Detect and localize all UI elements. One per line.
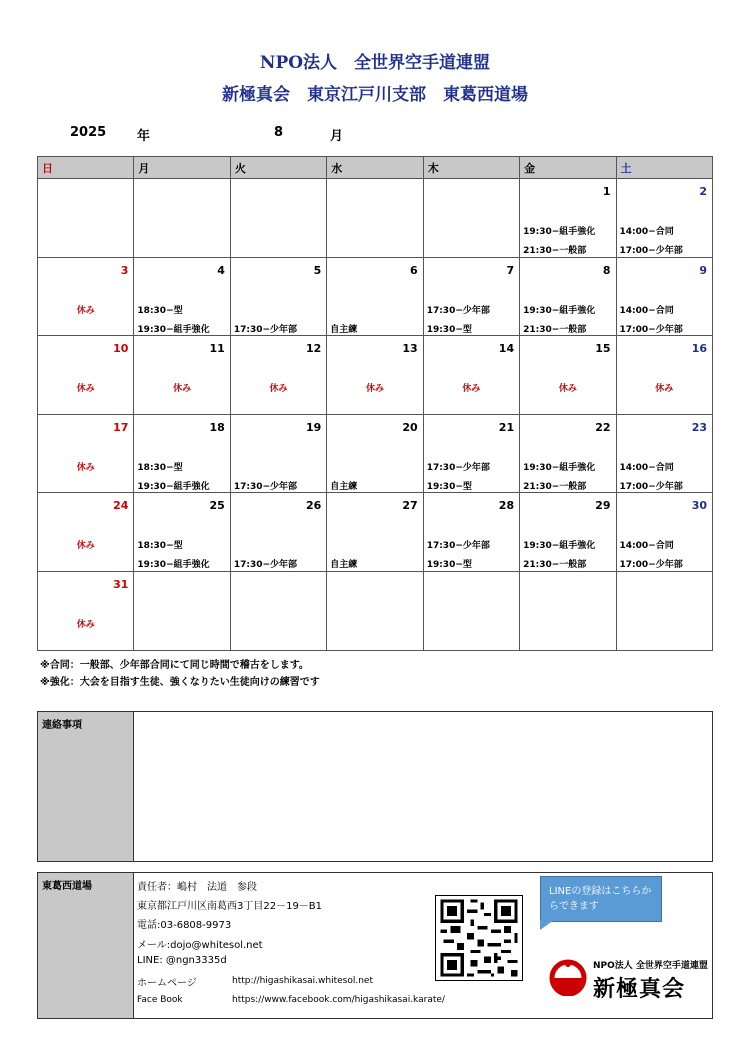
day-number: 10 [113, 342, 129, 356]
weekday-header: 金 [520, 157, 616, 179]
schedule-entry: 14:00−合同 [619, 305, 674, 316]
weekday-header: 木 [423, 157, 519, 179]
note-strengthen: ※強化：大会を目指す生徒、強くなりたい生徒向けの練習です [40, 677, 320, 688]
month-label: 月 [330, 129, 344, 144]
logo-subtitle: NPO法人 全世界空手道連盟 [593, 961, 708, 971]
weekday-header: 火 [230, 157, 326, 179]
day-number: 31 [113, 577, 129, 591]
email-text: メール:dojo@whitesol.net [137, 940, 263, 951]
calendar-day-cell [423, 414, 519, 493]
homepage-link[interactable]: http://higashikasai.whitesol.net [232, 976, 373, 986]
day-number: 30 [691, 499, 707, 513]
day-number: 25 [209, 499, 225, 513]
rest-label: 休み [269, 384, 288, 395]
day-number: 18 [209, 420, 225, 434]
day-number: 15 [595, 342, 611, 356]
calendar-week-row [38, 336, 713, 415]
schedule-entry: 18:30−型 [137, 305, 183, 316]
day-number: 27 [402, 499, 418, 513]
schedule-entry: 17:30−少年部 [426, 462, 490, 473]
title-line1: NPO法人 全世界空手道連盟 [259, 53, 491, 73]
schedule-entry: 18:30−型 [137, 541, 183, 552]
calendar-day-cell [616, 257, 712, 336]
schedule-entry: 21:30−一般部 [523, 560, 587, 571]
schedule-entry: 19:30−組手強化 [137, 324, 210, 335]
facebook-link[interactable]: https://www.facebook.com/higashikasai.karate/ [232, 995, 445, 1005]
calendar-day-cell [616, 493, 712, 572]
day-number: 2 [699, 185, 707, 198]
calendar-day-cell [327, 336, 423, 415]
calendar-day-cell [616, 336, 712, 415]
weekday-header: 水 [327, 157, 423, 179]
contact-box-label: 連絡事項 [38, 712, 134, 861]
calendar-day-cell [134, 493, 230, 572]
qr-code-icon[interactable] [435, 895, 523, 981]
schedule-entry: 17:30−少年部 [233, 560, 298, 571]
facebook-label: Face Book [137, 995, 183, 1005]
line-callout: LINEの登録はこちらからできます [540, 876, 662, 922]
calendar-day-cell [230, 571, 326, 650]
calendar-table [37, 156, 713, 651]
calendar-day-cell [38, 571, 134, 650]
day-number: 19 [305, 420, 322, 434]
calendar-day-cell [520, 257, 616, 336]
calendar-day-cell [616, 571, 712, 650]
weekday-header: 月 [134, 157, 230, 179]
schedule-entry: 19:30−組手強化 [137, 560, 210, 571]
schedule-entry: 19:30−型 [426, 481, 472, 492]
day-number: 14 [498, 342, 515, 356]
schedule-entry: 14:00−合同 [619, 227, 674, 237]
schedule-entry: 21:30−一般部 [523, 246, 587, 256]
day-number: 12 [305, 342, 322, 356]
address-text: 東京都江戸川区南葛西3丁目22－19－B1 [137, 901, 323, 912]
calendar-day-cell [230, 493, 326, 572]
shinkyokushin-logo-icon [548, 956, 588, 996]
day-number: 24 [113, 499, 129, 513]
contact-box [37, 711, 713, 862]
year-value: 2025 [70, 125, 107, 140]
calendar-day-cell [134, 257, 230, 336]
calendar-day-cell [520, 493, 616, 572]
calendar-day-cell [134, 571, 230, 650]
rest-label: 休み [76, 619, 95, 630]
day-number: 20 [402, 420, 418, 434]
rest-label: 休み [76, 462, 95, 473]
calendar-day-cell [423, 493, 519, 572]
day-number: 13 [402, 342, 418, 356]
dojo-info-label: 東葛西道場 [38, 873, 134, 1018]
day-number: 5 [313, 263, 322, 277]
calendar-day-cell [423, 571, 519, 650]
year-label: 年 [137, 129, 151, 144]
calendar-day-cell [520, 179, 616, 258]
calendar-day-cell [520, 571, 616, 650]
calendar-day-cell [327, 414, 423, 493]
calendar-day-cell [134, 336, 230, 415]
schedule-entry: 17:00−少年部 [619, 481, 683, 492]
day-number: 11 [209, 342, 225, 356]
title-line2: 新極真会 東京江戸川支部 東葛西道場 [222, 85, 528, 105]
calendar-day-cell [327, 179, 423, 258]
day-number: 28 [498, 499, 515, 513]
calendar-day-cell [38, 414, 134, 493]
schedule-entry: 17:00−少年部 [619, 246, 683, 256]
schedule-entry: 19:30−組手強化 [137, 481, 210, 492]
schedule-entry: 14:00−合同 [619, 541, 674, 552]
calendar-day-cell [327, 571, 423, 650]
schedule-entry: 17:30−少年部 [233, 481, 298, 492]
schedule-entry: 17:00−少年部 [619, 324, 683, 335]
calendar-day-cell [423, 257, 519, 336]
schedule-entry: 19:30−組手強化 [523, 462, 596, 473]
rest-label: 休み [655, 384, 674, 395]
calendar-day-cell [230, 414, 326, 493]
schedule-entry: 17:00−少年部 [619, 560, 683, 571]
schedule-entry: 自主練 [330, 481, 358, 492]
calendar-week-row [38, 257, 713, 336]
month-value: 8 [274, 125, 284, 140]
calendar-day-cell [230, 179, 326, 258]
homepage-label: ホームページ [137, 978, 197, 989]
weekday-header-row [38, 157, 713, 179]
day-number: 29 [595, 499, 611, 513]
note-joint: ※合同：一般部、少年部合同にて同じ時間で稽古をします。 [40, 660, 309, 671]
schedule-entry: 19:30−型 [426, 324, 472, 335]
rest-label: 休み [558, 384, 577, 395]
calendar-week-row [38, 493, 713, 572]
day-number: 22 [595, 420, 611, 434]
day-number: 16 [691, 342, 707, 356]
calendar-day-cell [616, 414, 712, 493]
manager-text: 責任者：嶋村 法道 参段 [137, 882, 257, 893]
calendar-day-cell [134, 179, 230, 258]
schedule-entry: 18:30−型 [137, 462, 183, 473]
schedule-entry: 自主練 [330, 560, 358, 571]
rest-label: 休み [76, 305, 95, 316]
calendar-day-cell [230, 257, 326, 336]
calendar-day-cell [520, 336, 616, 415]
day-number: 3 [120, 263, 129, 277]
weekday-header: 日 [38, 157, 134, 179]
calendar-day-cell [423, 179, 519, 258]
rest-label: 休み [173, 384, 192, 395]
schedule-entry: 17:30−少年部 [233, 324, 298, 335]
schedule-entry: 17:30−少年部 [426, 305, 490, 316]
calendar-day-cell [38, 257, 134, 336]
phone-text: 電話:03-6808-9973 [137, 920, 232, 931]
day-number: 26 [305, 499, 322, 513]
schedule-entry: 自主練 [330, 324, 358, 335]
day-number: 9 [699, 263, 707, 277]
day-number: 6 [410, 263, 418, 277]
schedule-entry: 21:30−一般部 [523, 481, 587, 492]
calendar-week-row [38, 571, 713, 650]
callout-tail [540, 920, 554, 930]
line-id-text: LINE: @ngn3335d [137, 955, 227, 966]
rest-label: 休み [76, 384, 95, 395]
calendar-day-cell [616, 179, 712, 258]
calendar-day-cell [38, 336, 134, 415]
calendar-day-cell [520, 414, 616, 493]
day-number: 23 [691, 420, 707, 434]
day-number: 7 [506, 263, 515, 277]
calendar-day-cell [327, 493, 423, 572]
rest-label: 休み [462, 384, 481, 395]
calendar-day-cell [327, 257, 423, 336]
schedule-entry: 19:30−組手強化 [523, 227, 596, 237]
weekday-header: 土 [616, 157, 712, 179]
rest-label: 休み [365, 384, 384, 395]
schedule-entry: 14:00−合同 [619, 462, 674, 473]
schedule-entry: 19:30−型 [426, 560, 472, 571]
schedule-entry: 19:30−組手強化 [523, 541, 596, 552]
calendar-day-cell [134, 414, 230, 493]
calendar-day-cell [230, 336, 326, 415]
schedule-entry: 21:30−一般部 [523, 324, 587, 335]
calendar-week-row [38, 414, 713, 493]
calendar-day-cell [38, 493, 134, 572]
calendar-week-row [38, 179, 713, 258]
day-number: 21 [498, 420, 515, 434]
rest-label: 休み [76, 541, 95, 552]
schedule-entry: 19:30−組手強化 [523, 305, 596, 316]
day-number: 4 [217, 263, 225, 277]
day-number: 17 [113, 420, 129, 434]
day-number: 8 [602, 263, 611, 277]
day-number: 1 [602, 185, 611, 198]
calendar-day-cell [423, 336, 519, 415]
calendar-day-cell [38, 179, 134, 258]
schedule-entry: 17:30−少年部 [426, 541, 490, 552]
logo-title: 新極真会 [593, 977, 686, 1002]
